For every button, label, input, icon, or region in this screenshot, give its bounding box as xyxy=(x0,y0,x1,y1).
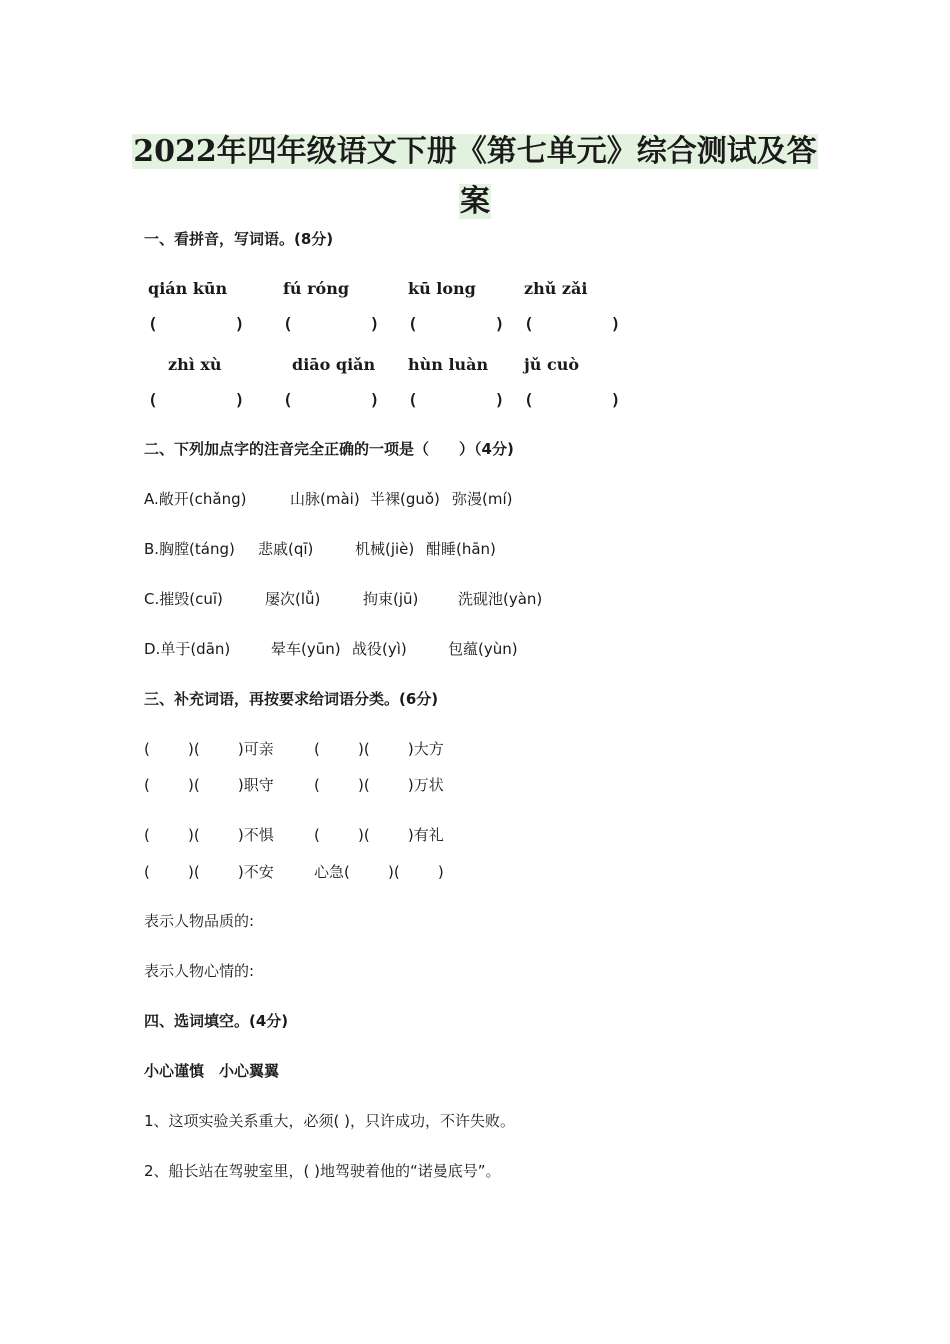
option-c-word-2: 屡次(lǚ) xyxy=(265,590,321,608)
section-1-heading: 一、看拼音，写词语。(8分) xyxy=(144,230,334,248)
option-a-word-4: 弥漫(mí) xyxy=(452,490,513,508)
pinyin-4: zhǔ zǎi xyxy=(524,279,588,298)
option-b-word-4: 酣睡(hān) xyxy=(426,540,496,558)
answer-blank-6: ( ) xyxy=(283,390,380,409)
idiom-blank-4: ( )( )万状 xyxy=(314,776,444,794)
section-2-heading: 二、下列加点字的注音完全正确的一项是（ ）（4分) xyxy=(144,440,514,458)
section-3-heading: 三、补充词语，再按要求给词语分类。(6分) xyxy=(144,690,439,708)
pinyin-3: kū long xyxy=(408,279,476,298)
classify-quality-label: 表示人物品质的: xyxy=(144,912,255,930)
section-4-heading: 四、选词填空。(4分) xyxy=(144,1012,289,1030)
option-a-word-2: 山脉(mài) xyxy=(290,490,360,508)
answer-blank-1: ( ) xyxy=(148,314,245,333)
idiom-blank-5: ( )( )不惧 xyxy=(144,826,274,844)
idiom-blank-2: ( )( )大方 xyxy=(314,740,444,758)
fill-question-2: 2、船长站在驾驶室里，( )地驾驶着他的“诺曼底号”。 xyxy=(144,1162,501,1180)
pinyin-1: qián kūn xyxy=(148,279,228,298)
idiom-blank-8: 心急( )( ) xyxy=(314,863,444,881)
option-a-word-1: A.敞开(chǎng) xyxy=(144,490,247,508)
answer-blank-2: ( ) xyxy=(283,314,380,333)
option-c-word-4: 洗砚池(yàn) xyxy=(458,590,543,608)
word-choices: 小心谨慎 小心翼翼 xyxy=(144,1062,280,1080)
pinyin-2: fú róng xyxy=(283,279,350,298)
idiom-blank-6: ( )( )有礼 xyxy=(314,826,444,844)
answer-blank-3: ( ) xyxy=(408,314,505,333)
option-d-word-1: D.单于(dān) xyxy=(144,640,231,658)
option-d-word-2: 晕车(yūn) xyxy=(271,640,341,658)
option-b-word-1: B.胸膛(táng) xyxy=(144,540,235,558)
pinyin-8: jǔ cuò xyxy=(524,355,580,374)
document-title-line-1: 2022年四年级语文下册《第七单元》综合测试及答 xyxy=(133,134,817,169)
idiom-blank-7: ( )( )不安 xyxy=(144,863,274,881)
pinyin-6: diāo qiǎn xyxy=(292,355,376,374)
option-b-word-3: 机械(jiè) xyxy=(355,540,415,558)
document-title-line-2: 案 xyxy=(460,184,490,219)
fill-question-1: 1、这项实验关系重大，必须( )，只许成功，不许失败。 xyxy=(144,1112,516,1130)
option-b-word-2: 悲戚(qī) xyxy=(258,540,314,558)
idiom-blank-3: ( )( )职守 xyxy=(144,776,274,794)
pinyin-7: hùn luàn xyxy=(408,355,489,374)
answer-blank-4: ( ) xyxy=(524,314,621,333)
pinyin-5: zhì xù xyxy=(168,355,222,374)
answer-blank-8: ( ) xyxy=(524,390,621,409)
option-c-word-1: C.摧毁(cuī) xyxy=(144,590,223,608)
answer-blank-7: ( ) xyxy=(408,390,505,409)
option-a-word-3: 半裸(guǒ) xyxy=(370,490,440,508)
option-d-word-3: 战役(yì) xyxy=(352,640,407,658)
option-c-word-3: 拘束(jū) xyxy=(363,590,419,608)
idiom-blank-1: ( )( )可亲 xyxy=(144,740,274,758)
answer-blank-5: ( ) xyxy=(148,390,245,409)
option-d-word-4: 包蕴(yùn) xyxy=(448,640,518,658)
classify-mood-label: 表示人物心情的: xyxy=(144,962,255,980)
